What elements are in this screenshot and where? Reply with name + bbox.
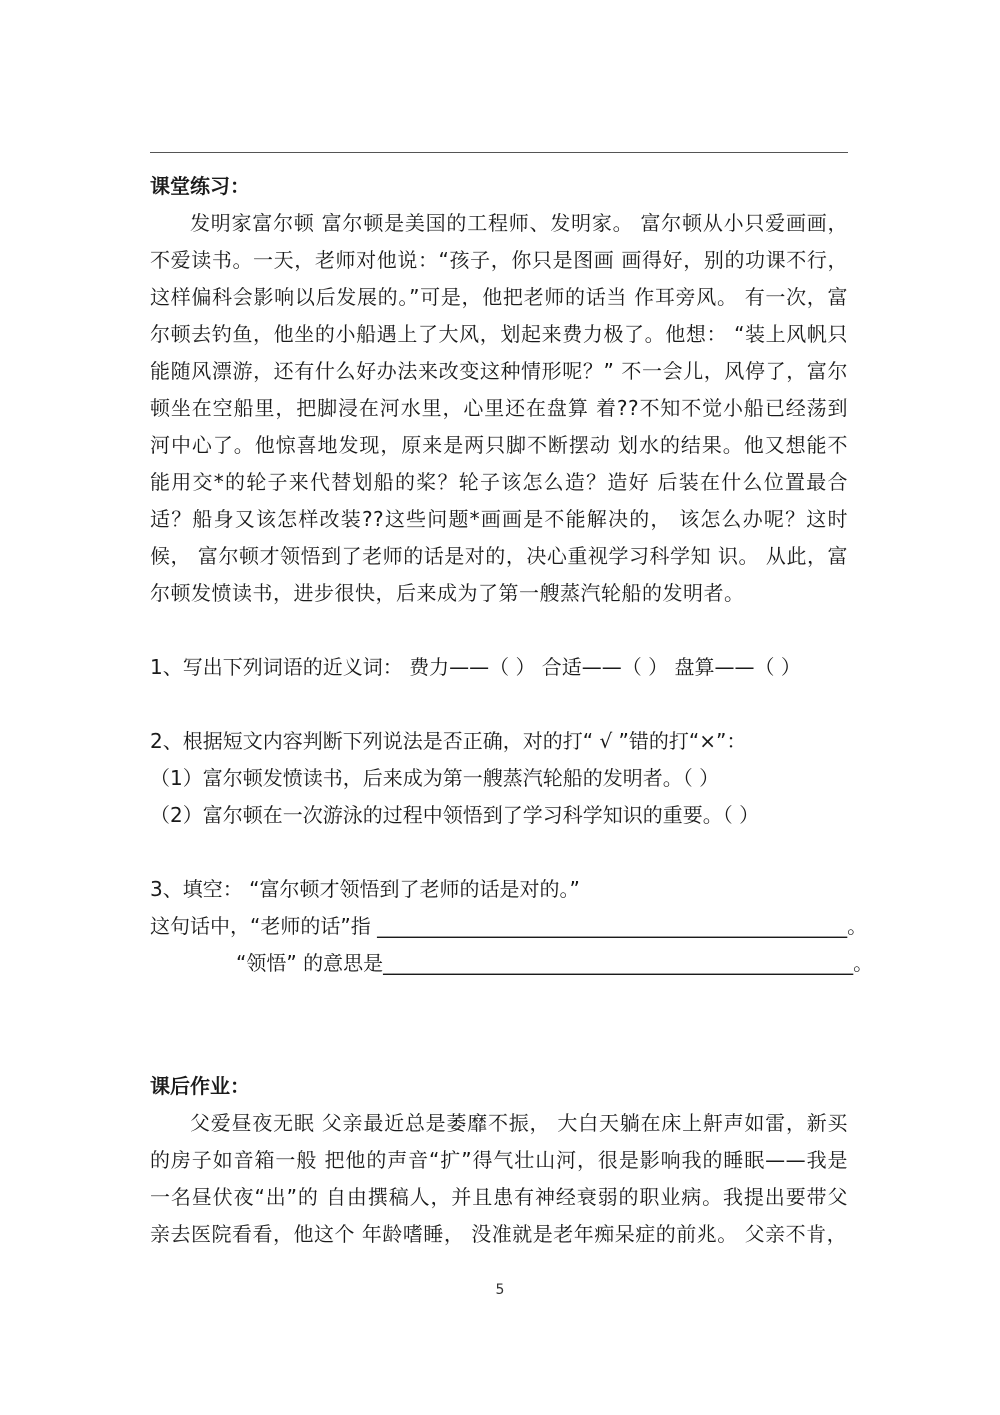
question-3-blank-a: 这句话中，“老师的话”指 _______________________________________________。 bbox=[150, 914, 868, 938]
page-content bbox=[150, 168, 874, 1253]
question-2-item-2: （2）富尔顿在一次游泳的过程中领悟到了学习科学知识的重要。（ ） bbox=[150, 803, 760, 827]
header-rule bbox=[150, 152, 848, 153]
homework-title: 课后作业： bbox=[150, 1074, 250, 1098]
question-1: 1、写出下列词语的近义词： 费力——（ ） 合适——（ ） 盘算——（ ） bbox=[150, 655, 801, 679]
page-number: 5 bbox=[495, 1282, 505, 1298]
classroom-practice-title: 课堂练习： bbox=[150, 174, 250, 198]
fulton-passage: 发明家富尔顿 富尔顿是美国的工程师、发明家。 富尔顿从小只爱画画，不爱读书。一天，老师对他说：“孩子，你只是图画 画得好，别的功课不行，这样偏科会影响以后发展的。”可是，他把老师的话当 作耳旁风。 有一次，富尔顿去钓鱼，他坐的小船遇上了大风，划起来费力极了。他想： “装上风帆只能随风漂游，还有什么好办法来改变这种情形呢？” 不一会儿，风停了，富尔顿坐在空船里，把脚浸在河水里，心里还在盘算 着??不知不觉小船已经荡到河中心了。他惊喜地发现，原来是两只脚不断摆动 划水的结果。他又想能不能用交*的轮子来代替划船的桨？轮子该怎么造？造好 后装在什么位置最合适？船身又该怎样改装??这些问题*画画是不能解决的， 该怎么办呢？这时候， 富尔顿才领悟到了老师的话是对的，决心重视学习科学知 识。 从此，富尔顿发愤读书，进步很快，后来成为了第一艘蒸汽轮船的发明者。 bbox=[150, 211, 848, 605]
question-3-blank-b: “领悟” 的意思是_______________________________________________。 bbox=[236, 951, 874, 975]
question-2: 2、根据短文内容判断下列说法是否正确，对的打“ √ ”错的打“×”： bbox=[150, 729, 747, 753]
homework-passage: 父爱昼夜无眠 父亲最近总是萎靡不振， 大白天躺在床上鼾声如雷，新买的房子如音箱一般 把他的声音“扩”得气壮山河，很是影响我的睡眠——我是一名昼伏夜“出”的 自由撰稿人，并且患有神经衰弱的职业病。我提出要带父亲去医院看看，他这个 年龄嗜睡， 没准就是老年痴呆症的前兆。 父亲不肯， bbox=[150, 1111, 848, 1246]
question-3: 3、填空： “富尔顿才领悟到了老师的话是对的。” bbox=[150, 877, 580, 901]
question-2-item-1: （1）富尔顿发愤读书，后来成为第一艘蒸汽轮船的发明者。（ ） bbox=[150, 766, 720, 790]
